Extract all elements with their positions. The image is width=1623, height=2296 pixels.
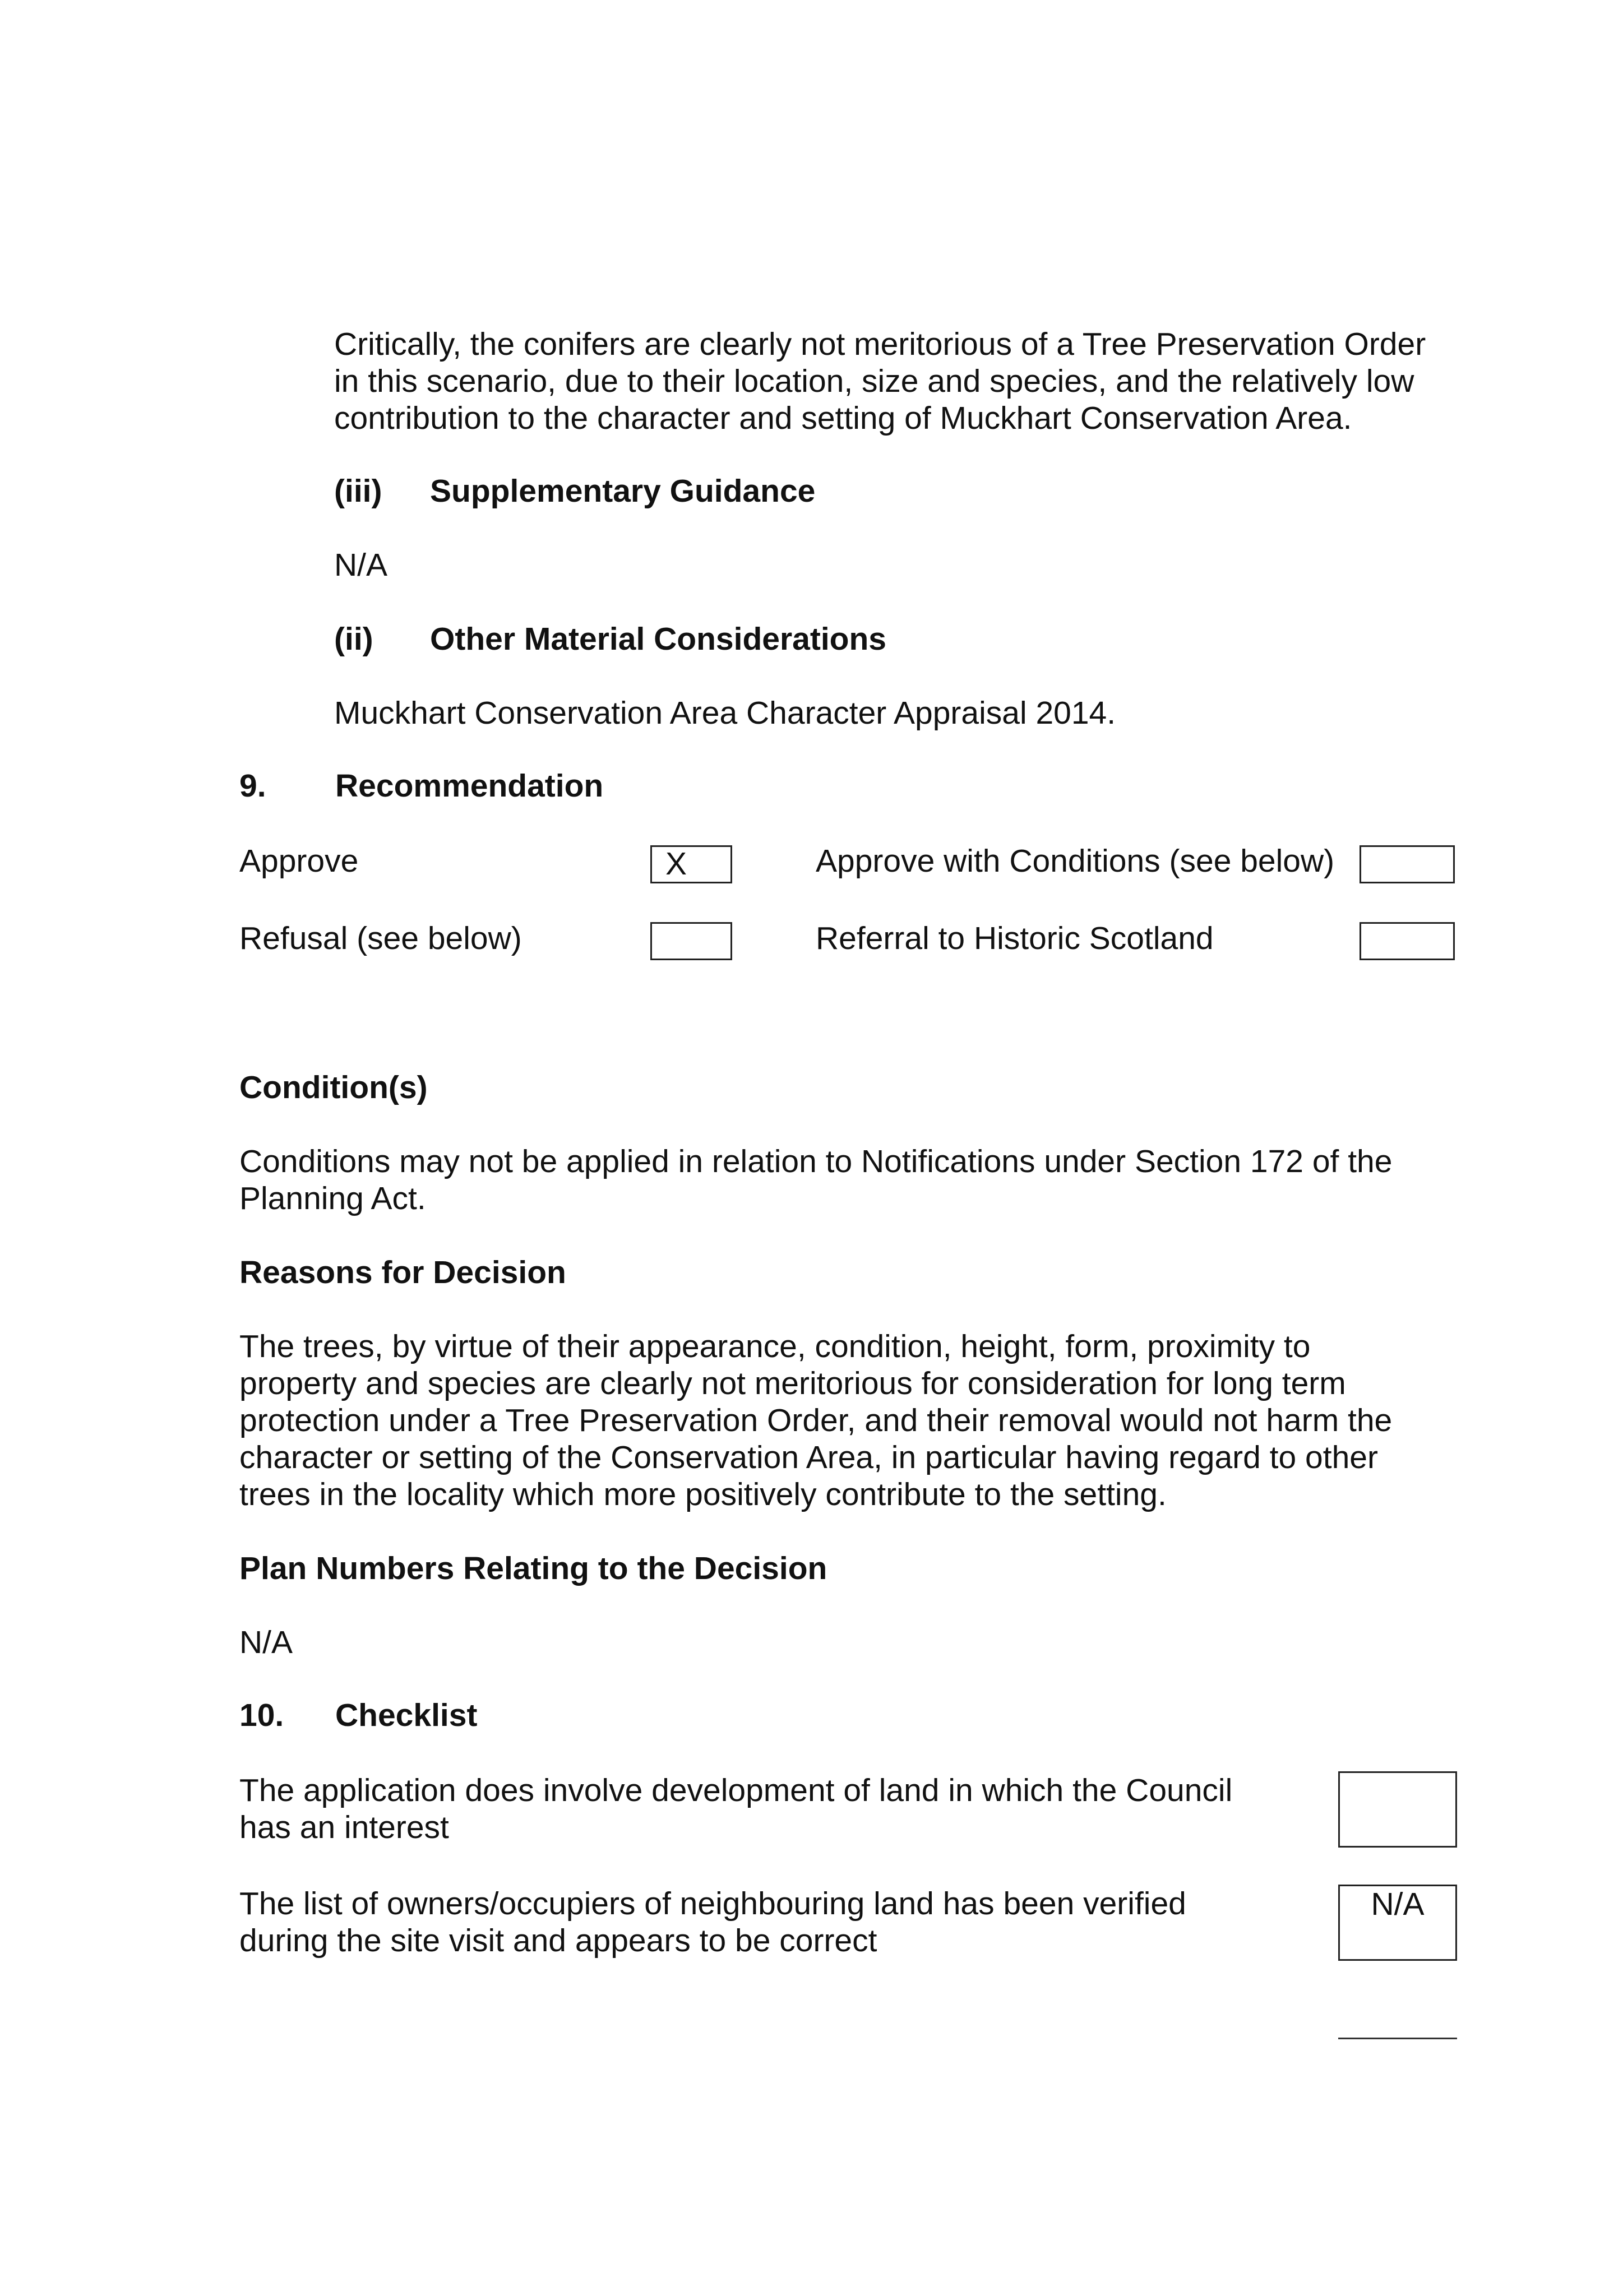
reasons-line: protection under a Tree Preservation Order, and their removal would not harm the: [239, 1402, 1393, 1438]
approve-with-conditions-checkbox[interactable]: [1360, 845, 1455, 883]
trailing-rule: [1338, 2038, 1457, 2039]
approve-checkbox[interactable]: X: [650, 845, 732, 883]
plan-numbers-heading: Plan Numbers Relating to the Decision: [239, 1550, 827, 1586]
supplementary-text: N/A: [334, 547, 388, 583]
reasons-line: property and species are clearly not meritorious for consideration for long term: [239, 1365, 1346, 1401]
supplementary-heading: Supplementary Guidance: [430, 473, 816, 509]
other-material-heading: Other Material Considerations: [430, 621, 887, 657]
supplementary-number: (iii): [334, 473, 382, 509]
other-material-number: (ii): [334, 621, 373, 657]
intro-line: Critically, the conifers are clearly not meritorious of a Tree Preservation Order: [334, 326, 1426, 362]
checklist-heading: Checklist: [335, 1697, 478, 1733]
reasons-line: character or setting of the Conservation Area, in particular having regard to other: [239, 1439, 1378, 1475]
conditions-heading: Condition(s): [239, 1070, 428, 1105]
referral-checkbox[interactable]: [1360, 922, 1455, 960]
conditions-line: Planning Act.: [239, 1181, 426, 1216]
approve-with-conditions-label: Approve with Conditions (see below): [816, 843, 1335, 879]
checklist-item-line: The list of owners/occupiers of neighbouring land has been verified: [239, 1886, 1186, 1922]
refusal-checkbox[interactable]: [650, 922, 732, 960]
reasons-line: The trees, by virtue of their appearance, condition, height, form, proximity to: [239, 1328, 1311, 1364]
neighbours-verified-checkbox[interactable]: N/A: [1338, 1885, 1457, 1961]
checklist-item-line: has an interest: [239, 1809, 449, 1845]
plan-numbers-text: N/A: [239, 1624, 293, 1660]
checklist-item-line: The application does involve development of land in which the Council: [239, 1772, 1233, 1808]
intro-line: in this scenario, due to their location, size and species, and the relatively low: [334, 363, 1414, 399]
reasons-line: trees in the locality which more positively contribute to the setting.: [239, 1476, 1167, 1512]
approve-label: Approve: [239, 843, 359, 879]
conditions-line: Conditions may not be applied in relation to Notifications under Section 172 of the: [239, 1144, 1393, 1179]
other-material-text: Muckhart Conservation Area Character Appraisal 2014.: [334, 695, 1116, 731]
reasons-heading: Reasons for Decision: [239, 1255, 566, 1290]
recommendation-heading: Recommendation: [335, 768, 604, 804]
checklist-item-line: during the site visit and appears to be correct: [239, 1923, 877, 1959]
recommendation-number: 9.: [239, 768, 266, 804]
refusal-label: Refusal (see below): [239, 920, 522, 956]
council-interest-checkbox[interactable]: [1338, 1771, 1457, 1848]
referral-label: Referral to Historic Scotland: [816, 920, 1214, 956]
checklist-number: 10.: [239, 1697, 284, 1733]
intro-line: contribution to the character and setting of Muckhart Conservation Area.: [334, 400, 1352, 436]
